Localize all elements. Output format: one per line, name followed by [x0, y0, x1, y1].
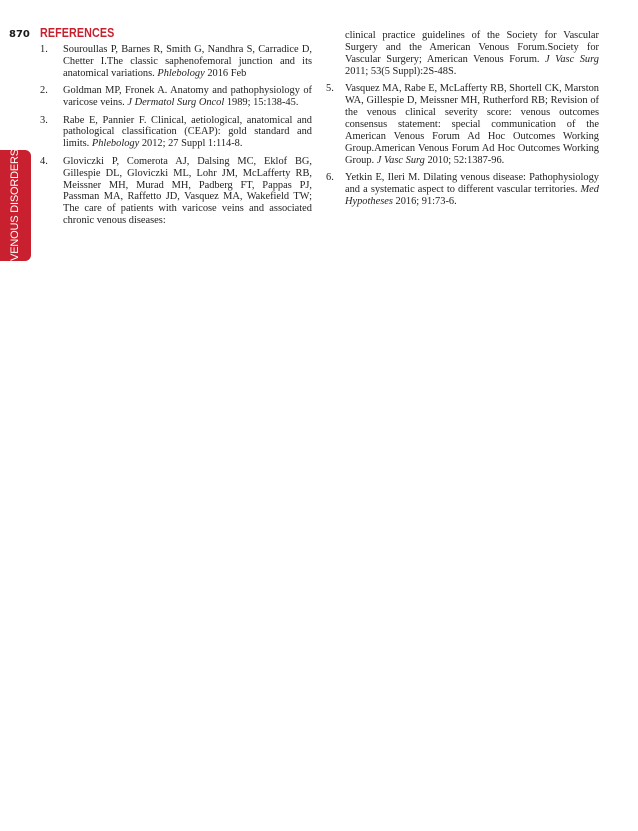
reference-details: 2016 Feb [207, 67, 247, 79]
reference-text: Gloviczki P, Comerota AJ, Dalsing MC, Eklof BG, Gillespie DL, Gloviczki ML, Lohr JM, McLafferty RB, Meissner MH, Murad MH, Padberg FT, Pappas PJ, Passman MA, Raffetto JD, Vasquez MA, Wakefield TW; The care of patients with varicose veins and associated chronic venous diseases: [63, 155, 312, 227]
reference-details: 2016; 91:73-6. [395, 195, 457, 207]
reference-journal: Phlebology [91, 138, 140, 150]
reference-text: Vasquez MA, Rabe E, McLafferty RB, Shortell CK, Marston WA, Gillespie D, Meissner MH, Rutherford RB; Revision of the venous clinical severity score: venous outcomes consensus statement: special communication of the American Venous Forum Ad Hoc Outcomes Working Group.American Venous Forum Ad Hoc Outcomes Working Group. [345, 83, 599, 166]
reference-text: Goldman MP, Fronek A. Anatomy and pathophysiology of varicose veins. [63, 85, 312, 109]
page-number: 870 [9, 29, 30, 40]
side-tab-label: VENOUS DISORDERS [9, 149, 21, 261]
reference-item [40, 115, 312, 151]
reference-continuation [326, 30, 599, 78]
reference-item [326, 172, 599, 208]
reference-details: 1989; 15:138-45. [226, 97, 299, 109]
reference-number: 2. [40, 85, 48, 97]
references-heading: REFERENCES [40, 26, 115, 40]
reference-details: 2010; 52:1387-96. [427, 154, 505, 166]
references-left-column [40, 44, 312, 233]
reference-text: clinical practice guidelines of the Society for Vascular Surgery and the American Venous Forum.Society for Vascular Surgery; American Venous Forum. [345, 30, 599, 65]
reference-details: 2011; 53(5 Suppl):2S-48S. [345, 65, 457, 77]
reference-text: Souroullas P, Barnes R, Smith G, Nandhra S, Carradice D, Chetter I.The classic saphenofemoral junction and its anatomical variations. [63, 44, 312, 79]
reference-journal: J Vasc Surg [376, 154, 425, 166]
reference-item [40, 44, 312, 80]
reference-number: 6. [326, 171, 334, 183]
reference-item [326, 83, 599, 166]
section-side-tab [0, 150, 31, 261]
reference-journal: Med Hypotheses [345, 183, 599, 207]
reference-text: Yetkin E, Ileri M. Dilating venous disease: Pathophysiology and a systematic aspect to different vascular territories. [345, 171, 599, 195]
reference-journal: Phlebology [157, 67, 205, 79]
reference-details: 2012; 27 Suppl 1:114-8. [141, 138, 243, 150]
reference-item [40, 156, 312, 227]
reference-journal: J Dermatol Surg Oncol [127, 97, 225, 109]
reference-text: Rabe E, Pannier F. Clinical, aetiological, anatomical and pathological classification (CEAP): gold standard and limits. [63, 114, 312, 150]
reference-item [40, 85, 312, 109]
reference-journal: J Vasc Surg [545, 53, 599, 65]
reference-number: 4. [40, 155, 48, 167]
reference-number: 3. [40, 114, 48, 126]
references-right-column [326, 30, 599, 213]
reference-number: 1. [40, 44, 48, 55]
reference-number: 5. [326, 83, 334, 95]
